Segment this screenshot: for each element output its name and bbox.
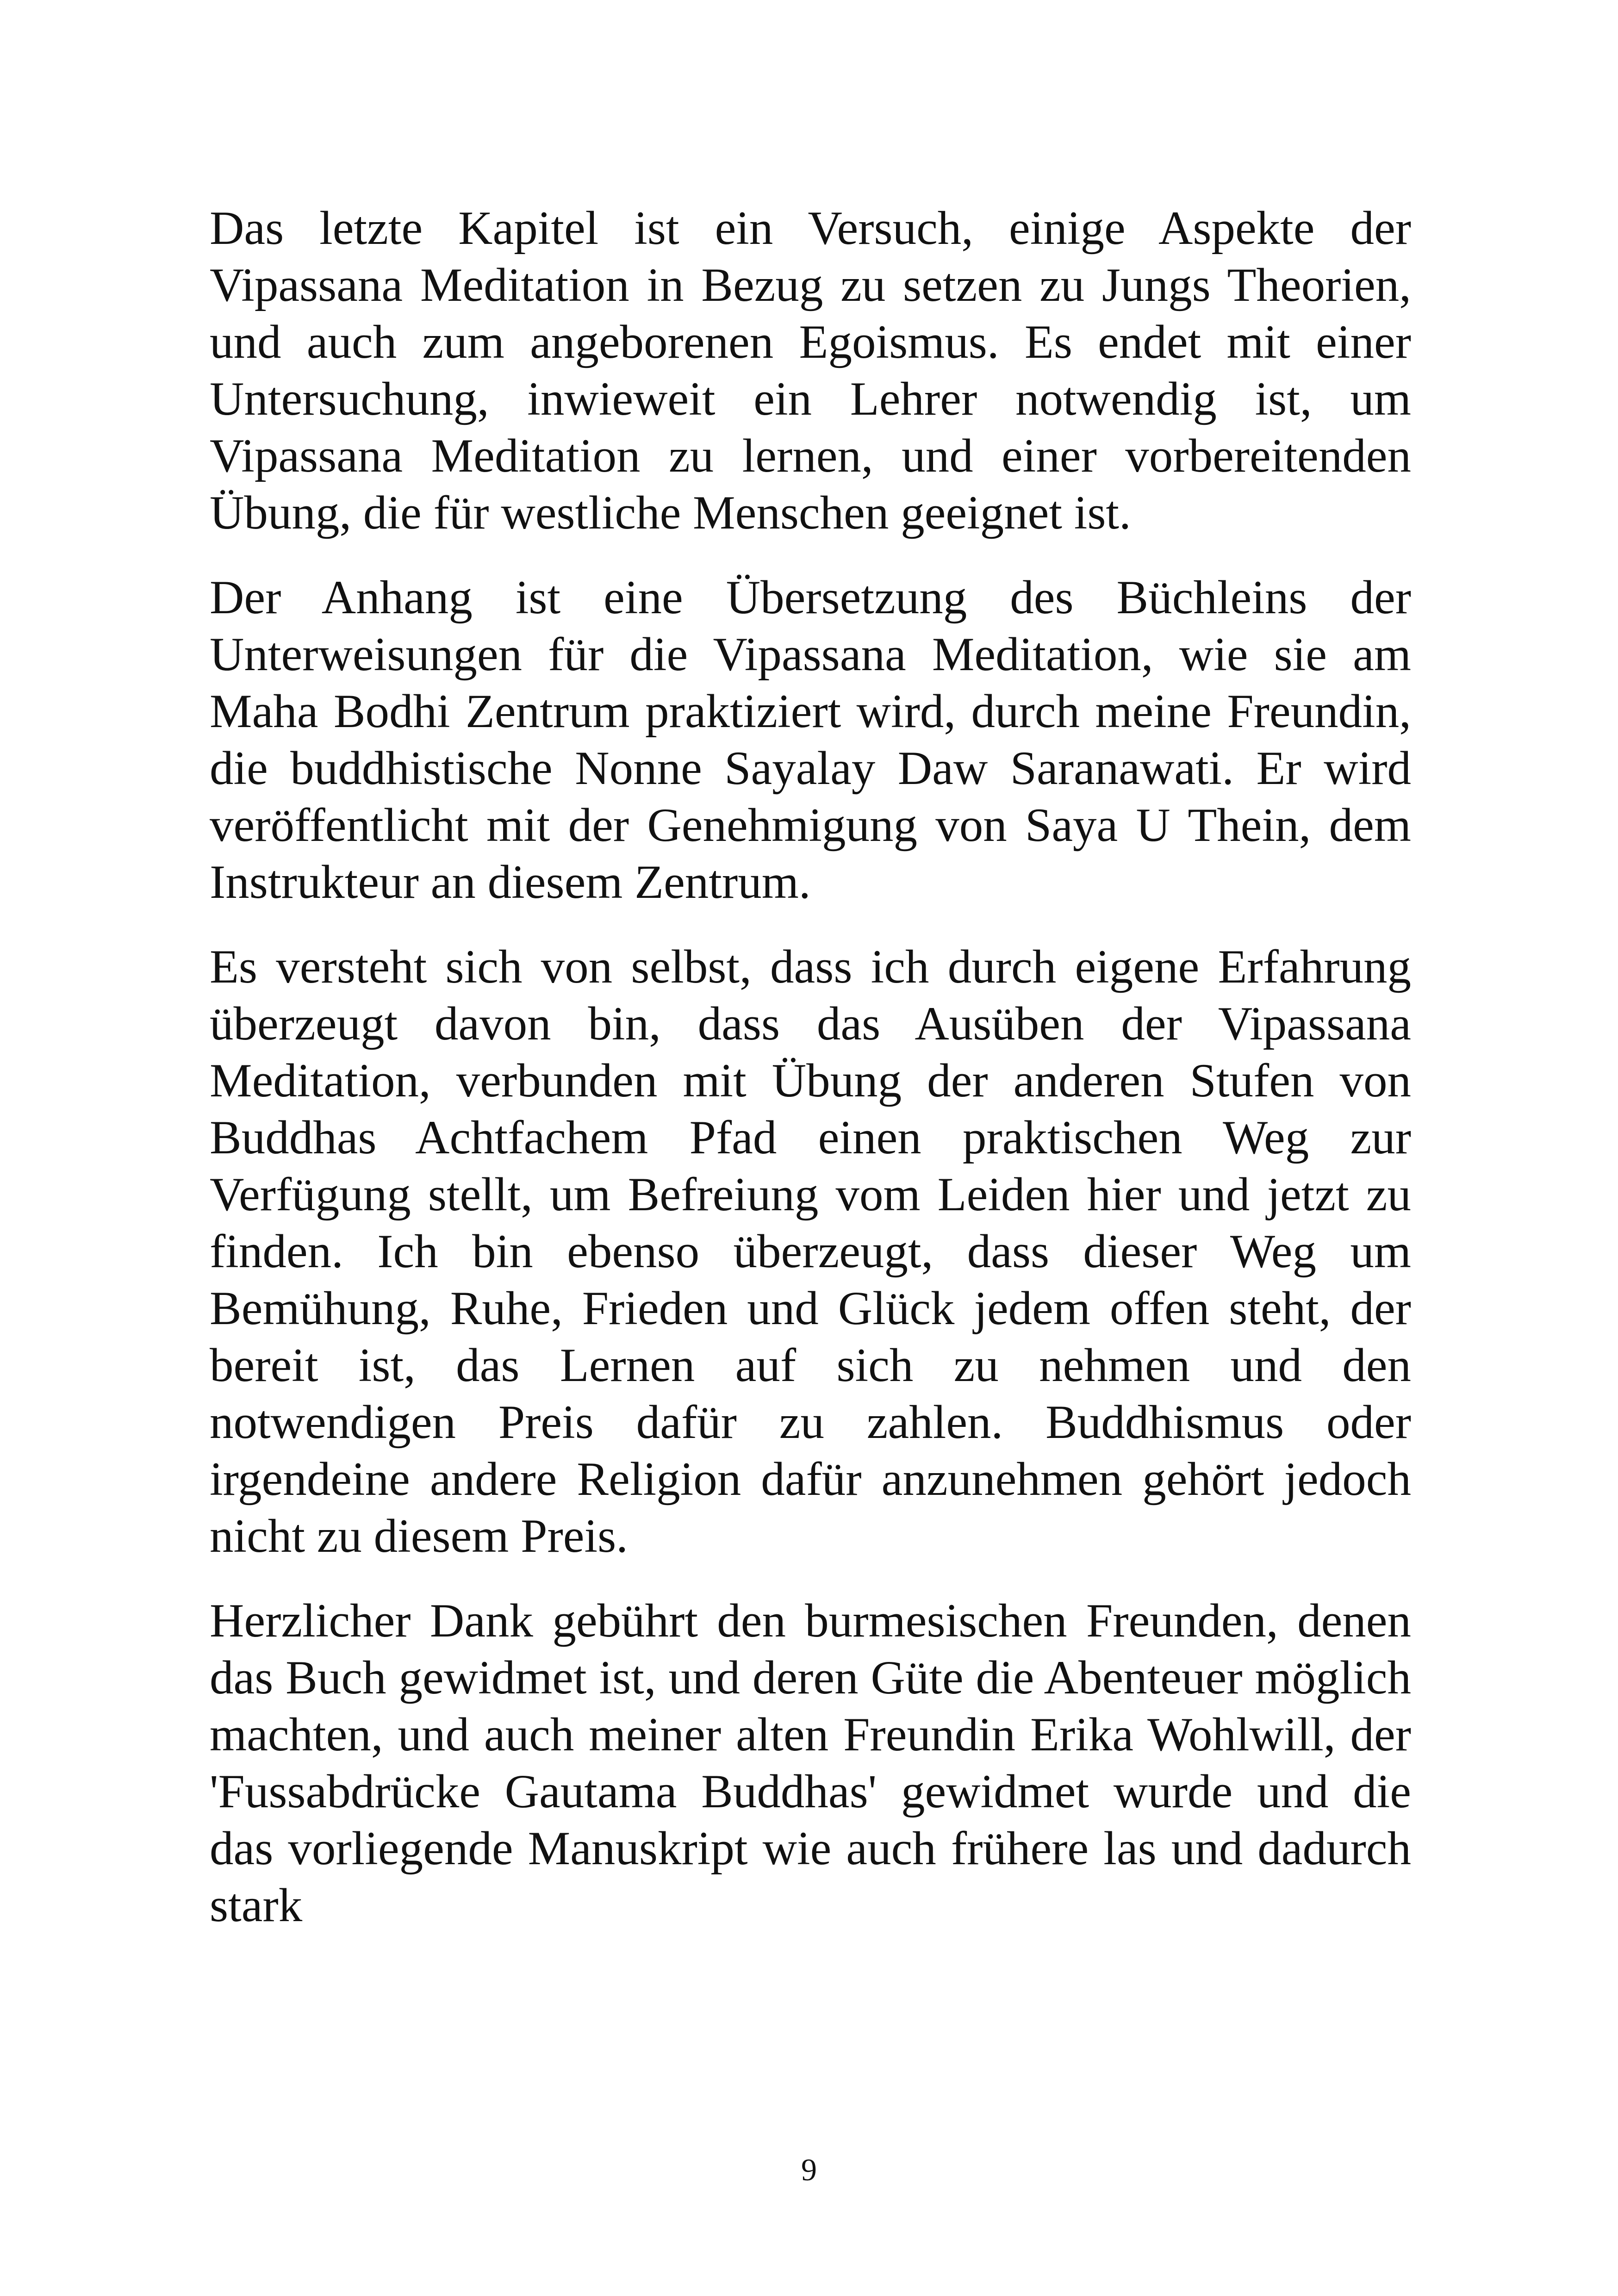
paragraph-acknowledgements: Herzlicher Dank gebührt den burmesischen Freunden, denen das Buch gewidmet ist, und deren Güte die Abenteuer möglich machten, und auch meiner alten Freundin Erika Wohlwill, der 'Fussabdrücke Gautama Buddhas' gewidmet wurde und die das vorliegende Manuskript wie auch frühere las und dadurch stark xyxy=(210,1594,1411,1932)
paragraph-conviction: Es versteht sich von selbst, dass ich durch eigene Erfahrung überzeugt davon bin, dass das Ausüben der Vipassana Meditation, verbunden mit Übung der anderen Stufen von Buddhas Achtfachem Pfad einen praktischen Weg zur Verfügung stellt, um Befreiung vom Leiden hier und jetzt zu finden. Ich bin ebenso überzeugt, dass dieser Weg um Bemühung, Ruhe, Frieden und Glück jedem offen steht, der bereit ist, das Lernen auf sich zu nehmen und den notwendigen Preis dafür zu zahlen. Buddhismus oder irgendeine andere Religion dafür anzunehmen gehört jedoch nicht zu diesem Preis. xyxy=(210,940,1411,1562)
paragraph-appendix: Der Anhang ist eine Übersetzung des Büchleins der Unterweisungen für die Vipassana Meditation, wie sie am Maha Bodhi Zentrum praktiziert wird, durch meine Freundin, die buddhistische Nonne Sayalay Daw Saranawati. Er wird veröffentlicht mit der Genehmigung von Saya U Thein, dem Instrukteur an diesem Zentrum. xyxy=(210,571,1411,908)
page-number: 9 xyxy=(801,2152,817,2187)
paragraph-last-chapter: Das letzte Kapitel ist ein Versuch, einige Aspekte der Vipassana Meditation in Bezug zu setzen zu Jungs Theorien, und auch zum angeborenen Egoismus. Es endet mit einer Untersuchung, inwieweit ein Lehrer notwendig ist, um Vipassana Meditation zu lernen, und einer vorbereitenden Übung, die für westliche Menschen geeignet ist. xyxy=(210,202,1411,539)
document-body xyxy=(210,200,1411,1962)
